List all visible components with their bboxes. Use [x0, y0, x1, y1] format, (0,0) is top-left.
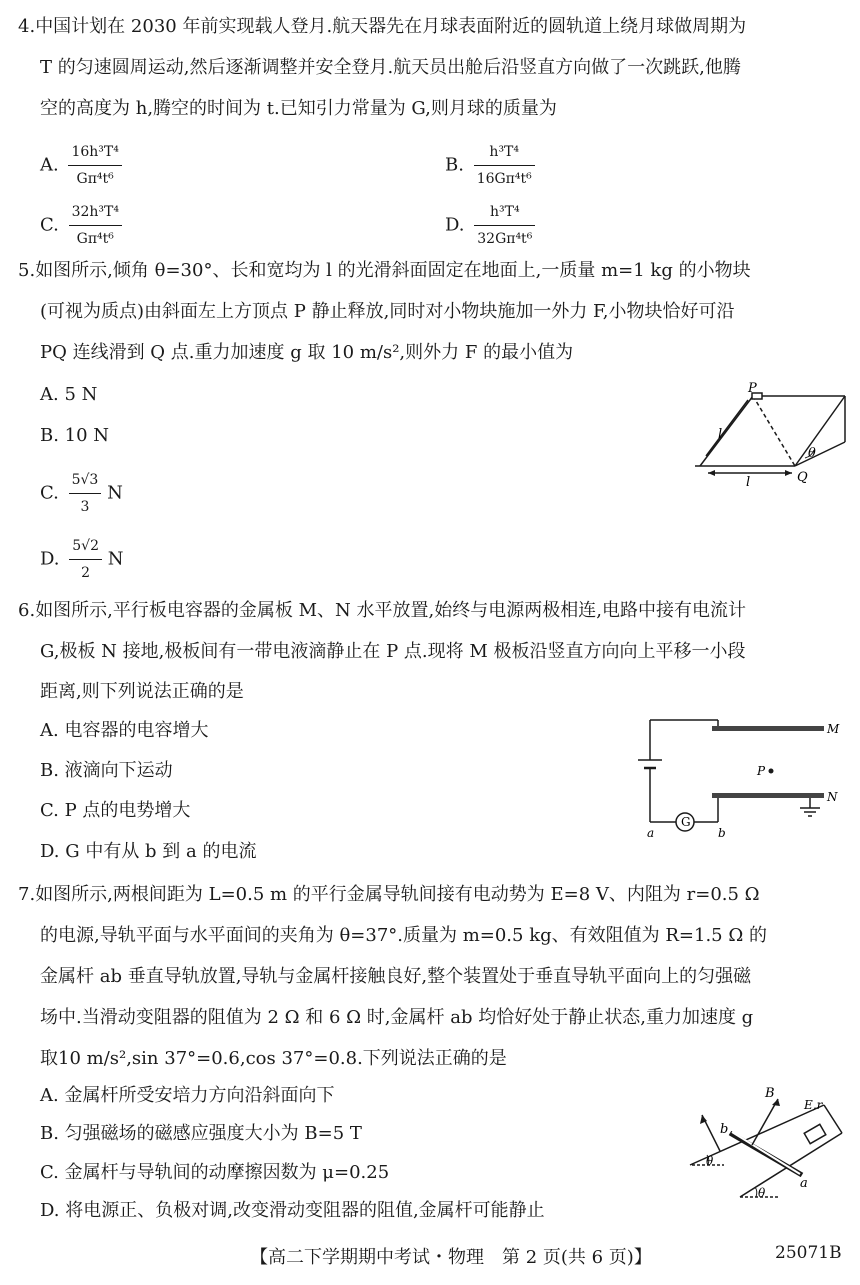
q5-label-theta: θ: [808, 446, 816, 461]
q7-rail-figure: [682, 1075, 852, 1205]
q7-option-b: B. 匀强磁场的磁感应强度大小为 B=5 T: [40, 1123, 362, 1144]
q6-line-2: G,极板 N 接地,极板间有一带电液滴静止在 P 点.现将 M 极板沿竖直方向向上平移一小段: [40, 641, 746, 662]
q6-number: 6.: [18, 600, 36, 621]
q7-label-theta-2: θ: [758, 1186, 766, 1200]
q4-option-d: D. $\frac{\text{h³T⁴}}{\text{32Gπ⁴t⁶}}$: [445, 200, 535, 251]
q4-line-1: [18, 15, 746, 39]
q6-option-c: C. P 点的电势增大: [40, 800, 191, 821]
q6-capacitor-figure: [630, 712, 850, 840]
q5-option-c-fraction: $\frac{5√3}{3}$: [69, 468, 102, 519]
q6-option-d: D. G 中有从 b 到 a 的电流: [40, 841, 257, 862]
page-footer: 【高二下学期期中考试・物理 第 2 页(共 6 页)】: [250, 1247, 652, 1268]
q4-option-c-fraction: $\frac{\text{32h³T⁴}}{\text{Gπ⁴t⁶}}$: [69, 200, 122, 251]
q6-label-b: b: [718, 826, 726, 840]
q5-label-l-base: l: [746, 475, 751, 490]
q4-option-d-fraction: $\frac{\text{h³T⁴}}{\text{32Gπ⁴t⁶}}$: [474, 200, 535, 251]
q7-label-b-field: B: [765, 1086, 775, 1101]
q7-option-a: A. 金属杆所受安培力方向沿斜面向下: [40, 1085, 335, 1106]
q6-option-a: A. 电容器的电容增大: [40, 720, 209, 741]
q6-option-b: B. 液滴向下运动: [40, 760, 173, 781]
q5-option-d-fraction: $\frac{5√2}{2}$: [69, 534, 102, 585]
q4-text-1: 中国计划在 2030 年前实现载人登月.航天器先在月球表面附近的圆轨道上绕月球做周期为: [35, 16, 747, 37]
q5-number: 5.: [18, 260, 36, 281]
q6-line-3: 距离,则下列说法正确的是: [40, 681, 244, 702]
q5-label-q: Q: [797, 470, 808, 485]
q4-line-2: T 的匀速圆周运动,然后逐渐调整并安全登月.航天员出舱后沿竖直方向做了一次跳跃,他腾: [40, 57, 741, 78]
q5-incline-figure: [690, 378, 850, 490]
q5-line-1: 5.如图所示,倾角 θ=30°、长和宽均为 l 的光滑斜面固定在地面上,一质量 m=1 kg 的小物块: [18, 260, 751, 281]
q7-label-er: E,r: [804, 1098, 823, 1112]
q7-line-3: 金属杆 ab 垂直导轨放置,导轨与金属杆接触良好,整个装置处于垂直导轨平面向上的匀强磁: [40, 966, 752, 987]
q5-option-d: D. $\frac{5√2}{2}$ N: [40, 534, 123, 585]
q6-line-1: 6.如图所示,平行板电容器的金属板 M、N 水平放置,始终与电源两极相连,电路中接有电流计: [18, 600, 746, 621]
q4-option-a-fraction: $\frac{\text{16h³T⁴}}{\text{Gπ⁴t⁶}}$: [68, 140, 121, 191]
q5-line-3: PQ 连线滑到 Q 点.重力加速度 g 取 10 m/s²,则外力 F 的最小值为: [40, 342, 574, 363]
exam-code: 25071B: [775, 1243, 842, 1263]
q4-number: 4.: [18, 16, 36, 37]
q4-option-a: A. $\frac{\text{16h³T⁴}}{\text{Gπ⁴t⁶}}$: [40, 140, 122, 191]
q5-label-p: P: [748, 381, 757, 396]
q7-label-a: a: [800, 1176, 808, 1191]
q6-galvanometer-label: G: [681, 815, 691, 829]
q6-label-m: M: [827, 722, 840, 736]
q6-label-a: a: [647, 826, 655, 840]
q5-option-a: A. 5 N: [40, 384, 98, 405]
q5-option-c: C. $\frac{5√3}{3}$ N: [40, 468, 123, 519]
q4-option-c: C. $\frac{\text{32h³T⁴}}{\text{Gπ⁴t⁶}}$: [40, 200, 122, 251]
q7-label-theta-1: θ: [706, 1154, 714, 1168]
q6-label-p: P: [757, 764, 766, 778]
q4-option-b: B. $\frac{\text{h³T⁴}}{\text{16Gπ⁴t⁶}}$: [445, 140, 535, 191]
q4-option-b-fraction: $\frac{\text{h³T⁴}}{\text{16Gπ⁴t⁶}}$: [474, 140, 535, 191]
q7-number: 7.: [18, 884, 36, 905]
q4-line-3: 空的高度为 h,腾空的时间为 t.已知引力常量为 G,则月球的质量为: [40, 98, 557, 119]
q7-label-b: b: [720, 1122, 729, 1137]
q6-label-n: N: [827, 790, 838, 804]
q5-line-2: (可视为质点)由斜面左上方顶点 P 静止释放,同时对小物块施加一外力 F,小物块恰好可沿: [40, 301, 735, 322]
q5-option-b: B. 10 N: [40, 425, 110, 446]
q7-line-5: 取10 m/s²,sin 37°=0.6,cos 37°=0.8.下列说法正确的是: [40, 1048, 507, 1069]
q7-line-1: 7.如图所示,两根间距为 L=0.5 m 的平行金属导轨间接有电动势为 E=8 V、内阻为 r=0.5 Ω: [18, 884, 760, 905]
q5-label-l-side: l: [718, 427, 723, 442]
q7-option-d: D. 将电源正、负极对调,改变滑动变阻器的阻值,金属杆可能静止: [40, 1200, 545, 1221]
q7-line-4: 场中.当滑动变阻器的阻值为 2 Ω 和 6 Ω 时,金属杆 ab 均恰好处于静止状态,重力加速度 g: [40, 1007, 754, 1028]
q7-option-c: C. 金属杆与导轨间的动摩擦因数为 μ=0.25: [40, 1162, 390, 1183]
q7-line-2: 的电源,导轨平面与水平面间的夹角为 θ=37°.质量为 m=0.5 kg、有效阻值为 R=1.5 Ω 的: [40, 925, 767, 946]
